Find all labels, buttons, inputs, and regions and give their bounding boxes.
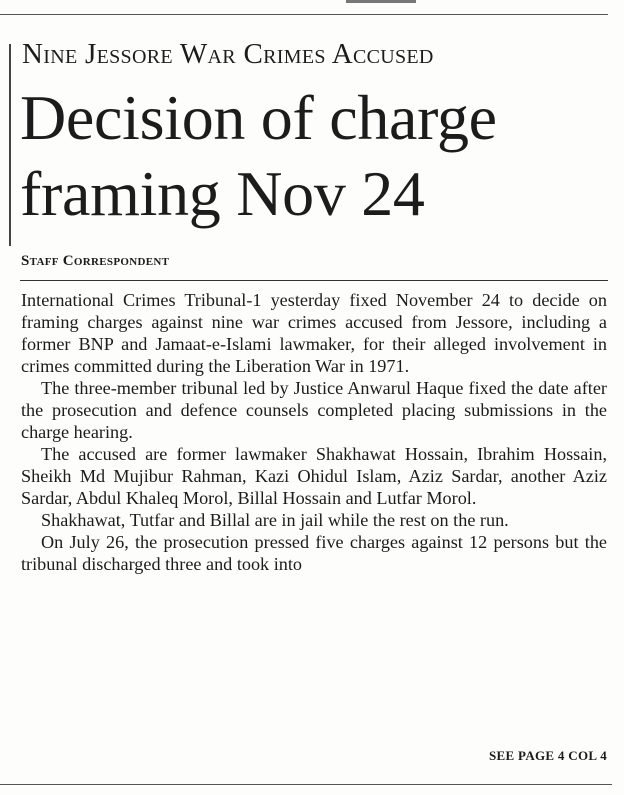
article-paragraph: The accused are former lawmaker Shakhawat Hossain, Ibrahim Hossain, Sheikh Md Mujibur Rahman, Kazi Ohidul Islam, Aziz Sardar, another Aziz Sardar, Abdul Khaleq Morol, Billal Hossain and Lutfar Morol. <box>21 444 607 508</box>
article-headline: Decision of charge framing Nov 24 <box>20 82 497 229</box>
bottom-divider <box>0 784 612 785</box>
top-divider <box>0 14 608 15</box>
article-paragraph: On July 26, the prosecution pressed five charges against 12 persons but the tribunal discharged three and took into <box>21 532 607 574</box>
article-paragraph: Shakhawat, Tutfar and Billal are in jail while the rest on the run. <box>41 510 509 530</box>
article-body <box>21 289 607 575</box>
article-kicker: Nine Jessore War Crimes Accused <box>22 38 434 70</box>
article-paragraph: International Crimes Tribunal-1 yesterday fixed November 24 to decide on framing charges against nine war crimes accused from Jessore, including a former BNP and Jamaat-e-Islami lawmaker, for their alleged involvement in crimes committed during the Liberation War in 1971. <box>21 290 607 376</box>
article-byline: Staff Correspondent <box>21 253 170 269</box>
previous-article-edge <box>346 0 416 3</box>
continuation-jump: SEE PAGE 4 COL 4 <box>489 748 607 763</box>
byline-divider <box>20 280 608 281</box>
column-rule <box>9 44 11 246</box>
article-paragraph: The three-member tribunal led by Justice Anwarul Haque fixed the date after the prosecution and defence counsels completed placing submissions in the charge hearing. <box>21 378 607 442</box>
